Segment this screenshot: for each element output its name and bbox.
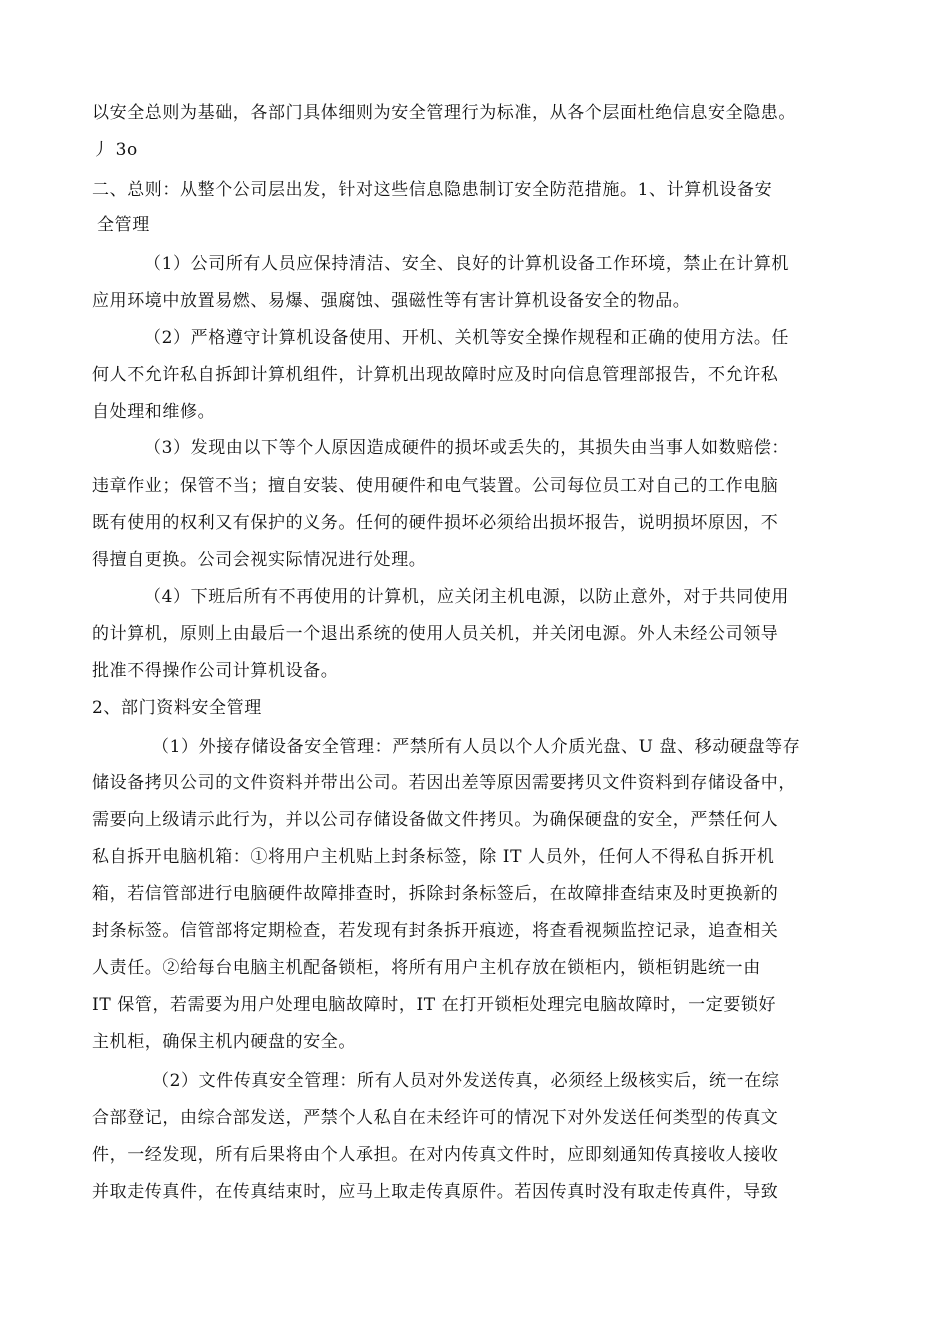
paragraph-line: （1）外接存储设备安全管理：严禁所有人员以个人介质光盘、U 盘、移动硬盘等存 xyxy=(152,737,801,757)
paragraph-line: 何人不允许私自拆卸计算机组件，计算机出现故障时应及时向信息管理部报告，不允许私 xyxy=(92,365,779,385)
paragraph-line: 人责任。②给每台电脑主机配备锁柜，将所有用户主机存放在锁柜内，锁柜钥匙统一由 xyxy=(92,958,761,978)
paragraph-line: 既有使用的权利又有保护的义务。任何的硬件损坏必须给出损坏报告，说明损坏原因，不 xyxy=(92,513,779,533)
paragraph-line: （3）发现由以下等个人原因造成硬件的损坏或丢失的，其损失由当事人如数赔偿： xyxy=(144,438,790,458)
text-line: 丿 3o xyxy=(92,140,138,160)
paragraph-line: 件，一经发现，所有后果将由个人承担。在对内传真文件时，应即刻通知传真接收人接收 xyxy=(92,1145,779,1165)
text-line: 以安全总则为基础，各部门具体细则为安全管理行为标准，从各个层面杜绝信息安全隐患。 xyxy=(92,103,796,123)
paragraph-line: 封条标签。信管部将定期检查，若发现有封条拆开痕迹，将查看视频监控记录，追查相关 xyxy=(92,921,779,941)
paragraph-line: （2）严格遵守计算机设备使用、开机、关机等安全操作规程和正确的使用方法。任 xyxy=(144,328,790,348)
paragraph-line: 应用环境中放置易燃、易爆、强腐蚀、强磁性等有害计算机设备安全的物品。 xyxy=(92,291,691,311)
paragraph-line: 箱，若信管部进行电脑硬件故障排查时，拆除封条标签后，在故障排查结束及时更换新的 xyxy=(92,884,779,904)
paragraph-line: 私自拆开电脑机箱：①将用户主机贴上封条标签，除 IT 人员外，任何人不得私自拆开机 xyxy=(92,847,775,867)
paragraph-line: 违章作业；保管不当；擅自安装、使用硬件和电气装置。公司每位员工对自己的工作电脑 xyxy=(92,476,779,496)
paragraph-line: 自处理和维修。 xyxy=(92,402,216,422)
section-heading: 二、总则：从整个公司层出发，针对这些信息隐患制订安全防范措施。1、计算机设备安 xyxy=(92,180,773,200)
paragraph-line: 批准不得操作公司计算机设备。 xyxy=(92,661,339,681)
section-heading: 2、部门资料安全管理 xyxy=(92,698,262,718)
paragraph-line: 主机柜，确保主机内硬盘的安全。 xyxy=(92,1032,356,1052)
paragraph-line: IT 保管，若需要为用户处理电脑故障时，IT 在打开锁柜处理完电脑故障时，一定要锁好 xyxy=(92,995,777,1015)
paragraph-line: （4）下班后所有不再使用的计算机，应关闭主机电源，以防止意外，对于共同使用 xyxy=(144,587,790,607)
paragraph-line: 合部登记，由综合部发送，严禁个人私自在未经许可的情况下对外发送任何类型的传真文 xyxy=(92,1108,779,1128)
paragraph-line: 并取走传真件，在传真结束时，应马上取走传真原件。若因传真时没有取走传真件，导致 xyxy=(92,1182,779,1202)
paragraph-line: （1）公司所有人员应保持清洁、安全、良好的计算机设备工作环境，禁止在计算机 xyxy=(144,254,790,274)
paragraph-line: 需要向上级请示此行为，并以公司存储设备做文件拷贝。为确保硬盘的安全，严禁任何人 xyxy=(92,810,779,830)
paragraph-line: 储设备拷贝公司的文件资料并带出公司。若因出差等原因需要拷贝文件资料到存储设备中， xyxy=(92,773,796,793)
section-heading: 全管理 xyxy=(97,215,150,235)
paragraph-line: 得擅自更换。公司会视实际情况进行处理。 xyxy=(92,550,427,570)
paragraph-line: 的计算机，原则上由最后一个退出系统的使用人员关机，并关闭电源。外人未经公司领导 xyxy=(92,624,779,644)
paragraph-line: （2）文件传真安全管理：所有人员对外发送传真，必须经上级核实后，统一在综 xyxy=(152,1071,780,1091)
